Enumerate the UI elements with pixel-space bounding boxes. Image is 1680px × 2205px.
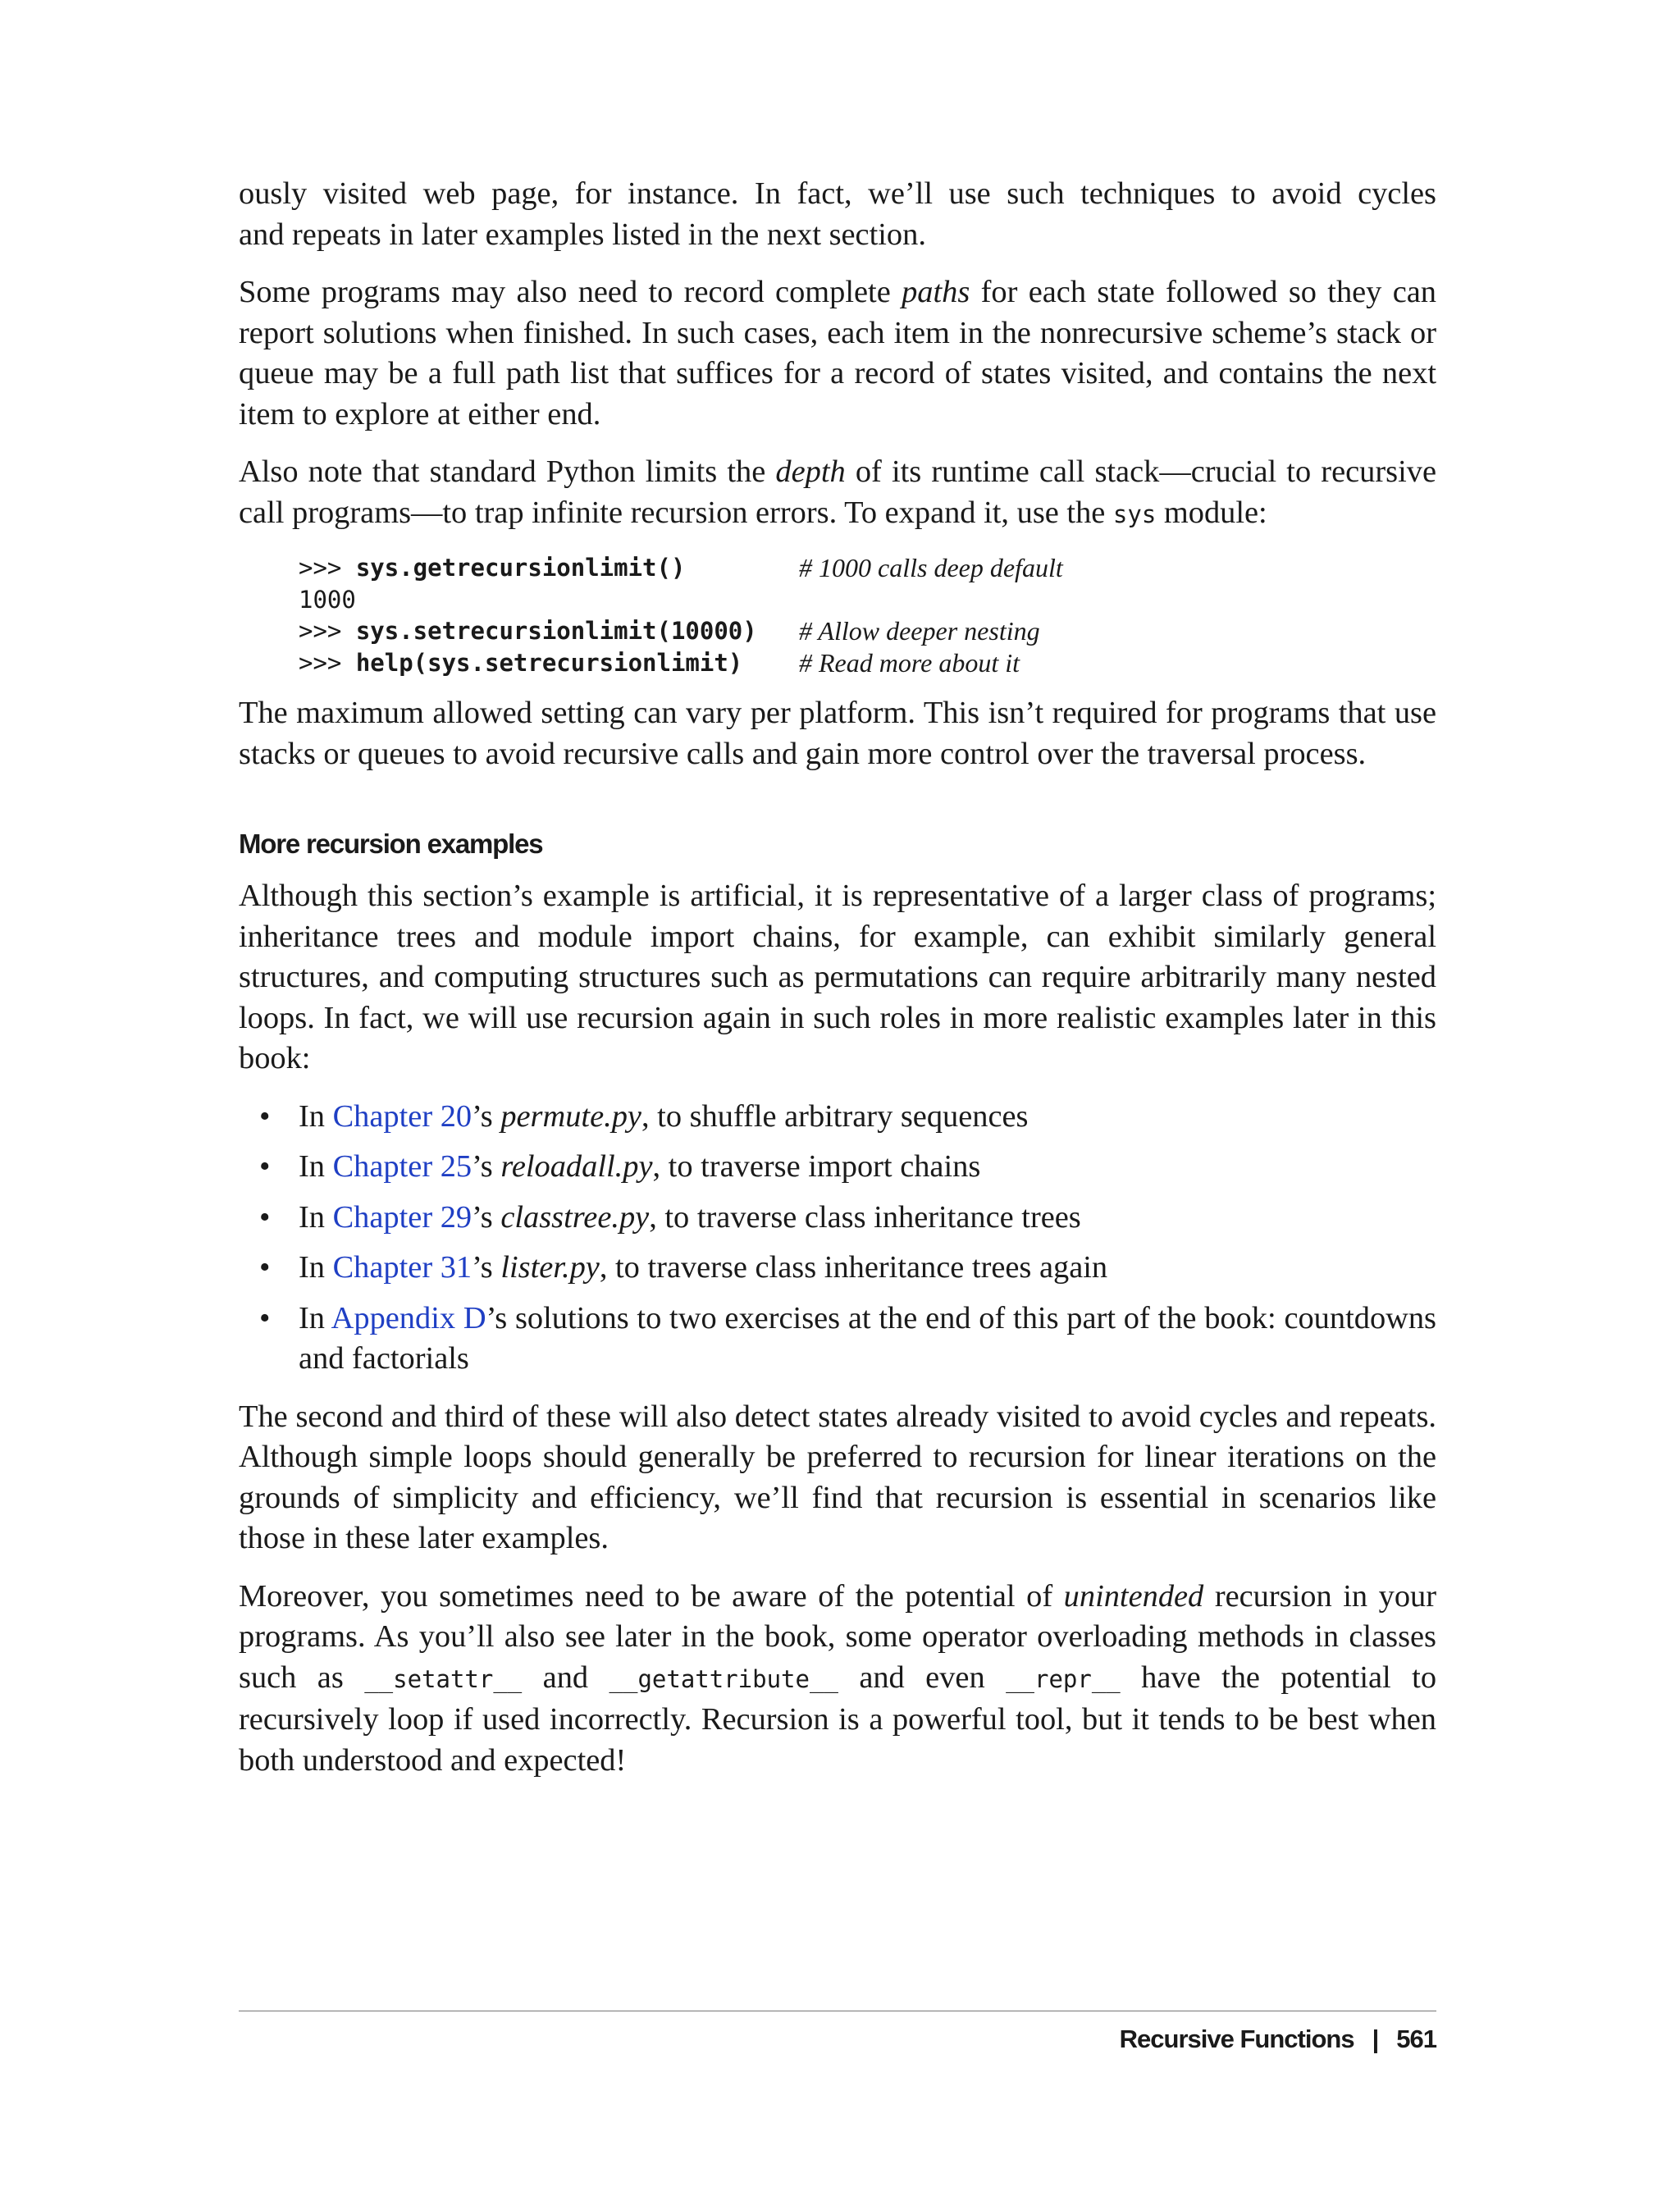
filename: permute.py <box>500 1098 641 1134</box>
filename: reloadall.py <box>500 1149 653 1184</box>
bullet-icon: • <box>259 1300 271 1335</box>
code-comment: # Allow deeper nesting <box>799 616 1040 646</box>
bullet-icon: • <box>259 1149 271 1184</box>
text-run: In <box>299 1199 333 1235</box>
paragraph-unintended <box>239 1577 1436 1782</box>
code-command: sys.setrecursionlimit(10000) <box>355 617 757 645</box>
bullet-icon: • <box>259 1098 271 1134</box>
text-run: recursion in your programs. As you’ll also see later in the book, some operator overloading methods in classes such as <box>239 1578 1436 1695</box>
emphasis-paths: paths <box>902 275 970 309</box>
page-body <box>239 174 1436 1798</box>
text-run: module: <box>1156 495 1267 530</box>
code-comment: # 1000 calls deep default <box>799 553 1063 582</box>
text-run: Also note that standard Python limits the <box>239 454 776 489</box>
text-run: ’s <box>472 1250 501 1285</box>
paragraph-second-third: The second and third of these will also detect states already visited to avoid cycles and repeats. Although simple loops should generally be preferred to recursion for linear iterations on the grounds of simplicity and efficiency, we’ll find that recursion is essential in scenarios like those in these later examples. <box>239 1399 1436 1555</box>
example-list <box>239 1097 1436 1380</box>
code-command: help(sys.setrecursionlimit) <box>355 648 743 677</box>
code-line <box>299 552 1436 584</box>
text-run: ’s solutions to two exercises at the end of this part of the book: countdowns and factorials <box>299 1300 1436 1376</box>
emphasis-unintended: unintended <box>1063 1578 1204 1614</box>
text-run: In <box>299 1300 331 1335</box>
code-prompt: >>> <box>299 648 356 677</box>
bullet-icon: • <box>259 1250 271 1285</box>
code-block <box>299 552 1436 678</box>
paragraph-max-setting: The maximum allowed setting can vary per platform. This isn’t required for programs that use stacks or queues to avoid recursive calls and gain more control over the traversal process. <box>239 696 1436 771</box>
text-run: In <box>299 1149 333 1184</box>
page-number: 561 <box>1396 2025 1436 2053</box>
code-line <box>299 584 1436 616</box>
text-run: of its runtime call stack—crucial to recursive call programs—to trap infinite recursion errors. To expand it, use the <box>239 454 1436 530</box>
paragraph-line: ously visited web page, for instance. In fact, we’ll use such techniques to avoid cycles <box>239 176 1436 211</box>
link-chapter-31[interactable]: Chapter 31 <box>332 1250 472 1285</box>
code-command: sys.getrecursionlimit() <box>355 554 686 582</box>
list-item <box>239 1198 1436 1239</box>
inline-code-sys: sys <box>1112 500 1157 528</box>
text-run: In <box>299 1098 333 1134</box>
footer-separator: | <box>1372 2025 1379 2053</box>
inline-code-setattr: __setattr__ <box>364 1664 523 1693</box>
list-item <box>239 1147 1436 1188</box>
text-run: , to traverse class inheritance trees again <box>599 1250 1108 1285</box>
code-line <box>299 647 1436 679</box>
list-item <box>239 1299 1436 1380</box>
running-title: Recursive Functions <box>1119 2025 1354 2053</box>
page-footer <box>1120 2025 1436 2054</box>
text-run: for each state followed so they can report solutions when finished. In such cases, each item in the nonrecursive scheme’s stack or queue may be a full path list that suffices for a record of states visited, and contains the next item to explore at either end. <box>239 275 1436 431</box>
text-run: ’s <box>472 1098 501 1134</box>
filename: lister.py <box>500 1250 600 1285</box>
bullet-icon: • <box>259 1199 271 1235</box>
link-chapter-25[interactable]: Chapter 25 <box>332 1149 472 1184</box>
paragraph-line: and repeats in later examples listed in the next section. <box>239 217 926 252</box>
filename: classtree.py <box>500 1199 650 1235</box>
emphasis-depth: depth <box>775 454 846 489</box>
paragraph-continuation <box>239 174 1436 255</box>
link-chapter-20[interactable]: Chapter 20 <box>332 1098 472 1134</box>
link-appendix-d[interactable]: Appendix D <box>331 1300 486 1335</box>
list-item <box>239 1097 1436 1138</box>
text-run: ’s <box>472 1199 501 1235</box>
list-item <box>239 1248 1436 1289</box>
text-run: and <box>522 1659 609 1695</box>
paragraph-depth <box>239 452 1436 535</box>
text-run: , to shuffle arbitrary sequences <box>641 1098 1029 1134</box>
code-output: 1000 <box>299 585 356 614</box>
link-chapter-29[interactable]: Chapter 29 <box>332 1199 472 1235</box>
text-run: In <box>299 1250 333 1285</box>
text-run: Moreover, you sometimes need to be aware of the potential of <box>239 1578 1064 1614</box>
code-prompt: >>> <box>299 554 356 582</box>
inline-code-getattribute: __getattribute__ <box>609 1664 838 1693</box>
text-run: have the potential to recursively loop if used incorrectly. Recursion is a powerful tool, but it tends to be best when both understood and expected! <box>239 1659 1437 1778</box>
code-comment: # Read more about it <box>799 647 1020 678</box>
code-line <box>299 615 1436 647</box>
text-run: Some programs may also need to record complete <box>239 275 902 309</box>
text-run: , to traverse class inheritance trees <box>649 1199 1081 1235</box>
paragraph-paths <box>239 272 1436 435</box>
paragraph-examples-intro: Although this section’s example is artificial, it is representative of a larger class of programs; inheritance trees and module import chains, for example, can exhibit similarly general structures, and computing structures such as permutations can require arbitrarily many nested loops. In fact, we will use recursion again in such roles in more realistic examples later in this book: <box>239 879 1436 1075</box>
inline-code-repr: __repr__ <box>1006 1664 1121 1693</box>
text-run: , to traverse import chains <box>652 1149 981 1184</box>
code-prompt: >>> <box>299 617 356 645</box>
text-run: and even <box>838 1659 1007 1695</box>
text-run: ’s <box>472 1149 501 1184</box>
section-heading: More recursion examples <box>239 829 543 859</box>
